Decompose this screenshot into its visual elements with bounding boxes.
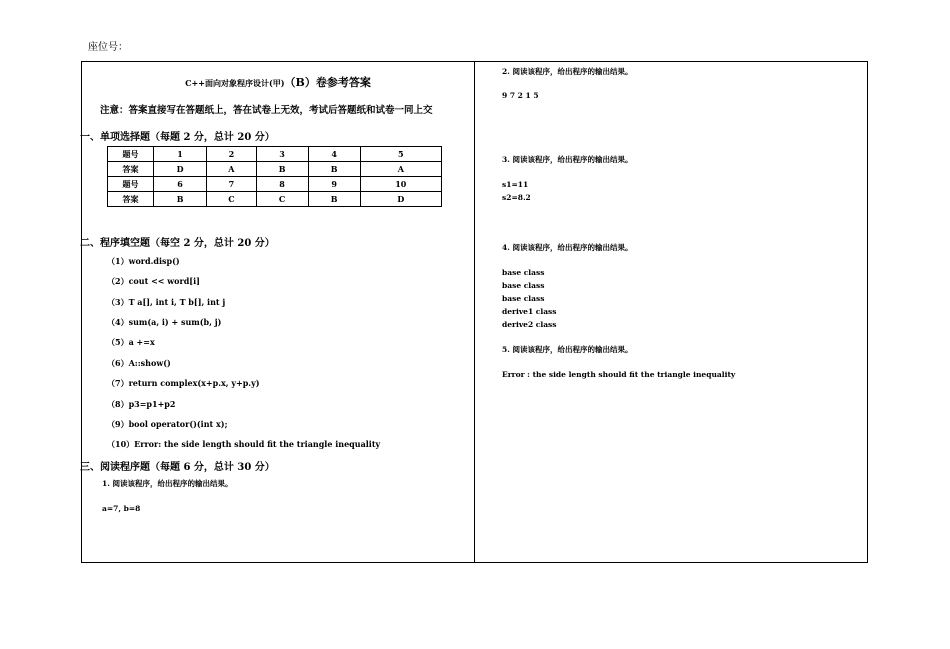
fill-answer-7: （7）return complex(x+p.x, y+p.y) bbox=[107, 378, 260, 388]
table-cell: B bbox=[154, 192, 207, 207]
table-cell: 答案 bbox=[108, 192, 154, 207]
table-cell: 1 bbox=[154, 147, 207, 162]
table-cell: 7 bbox=[207, 177, 256, 192]
seat-number-label: 座位号： bbox=[88, 42, 128, 53]
table-cell: D bbox=[154, 162, 207, 177]
table-row bbox=[108, 177, 442, 192]
table-cell: B bbox=[308, 192, 360, 207]
paper-label: （B）卷参考答案 bbox=[284, 76, 371, 89]
table-cell: B bbox=[308, 162, 360, 177]
fill-answer-6: （6）A::show() bbox=[107, 358, 171, 368]
reading-answer-4-line: base class bbox=[502, 281, 545, 290]
exam-title bbox=[82, 74, 474, 90]
reading-answer-4-line: base class bbox=[502, 268, 545, 277]
table-cell: D bbox=[360, 192, 441, 207]
section3-heading: 三、阅读程序题（每题 6 分，总计 30 分） bbox=[80, 462, 275, 473]
table-row bbox=[108, 192, 442, 207]
fill-answer-10: （10）Error: the side length should fit the triangle inequality bbox=[107, 439, 381, 449]
fill-answer-3: （3）T a[], int i, T b[], int j bbox=[107, 297, 226, 307]
table-cell: 5 bbox=[360, 147, 441, 162]
table-row bbox=[108, 162, 442, 177]
table-cell: 3 bbox=[256, 147, 308, 162]
section2-heading: 二、程序填空题（每空 2 分，总计 20 分） bbox=[80, 238, 275, 249]
reading-answer-2: 9 7 2 1 5 bbox=[502, 91, 539, 100]
column-divider bbox=[474, 62, 475, 562]
table-cell: 4 bbox=[308, 147, 360, 162]
table-cell: A bbox=[207, 162, 256, 177]
fill-answer-4: （4）sum(a, i) + sum(b, j) bbox=[107, 317, 222, 327]
reading-answer-4-line: derive1 class bbox=[502, 307, 557, 316]
reading-answer-1: a=7, b=8 bbox=[102, 504, 141, 513]
fill-answer-9: （9）bool operator()(int x); bbox=[107, 419, 228, 429]
table-cell: 6 bbox=[154, 177, 207, 192]
table-cell: 8 bbox=[256, 177, 308, 192]
fill-answer-8: （8）p3=p1+p2 bbox=[107, 399, 176, 409]
table-cell: A bbox=[360, 162, 441, 177]
section1-heading: 一、单项选择题（每题 2 分，总计 20 分） bbox=[80, 132, 275, 143]
choice-answer-table bbox=[107, 146, 442, 207]
reading-question-4: 4. 阅读该程序，给出程序的输出结果。 bbox=[502, 243, 633, 252]
table-cell: B bbox=[256, 162, 308, 177]
table-cell: C bbox=[207, 192, 256, 207]
course-name: C++面向对象程序设计(甲) bbox=[185, 78, 285, 88]
answer-sheet-frame bbox=[81, 61, 868, 563]
reading-answer-3-line: s1=11 bbox=[502, 180, 529, 189]
table-cell: 答案 bbox=[108, 162, 154, 177]
fill-answer-5: （5）a +=x bbox=[107, 337, 155, 347]
reading-question-1: 1. 阅读该程序，给出程序的输出结果。 bbox=[102, 479, 233, 488]
reading-answer-5: Error : the side length should fit the triangle inequality bbox=[502, 370, 736, 379]
table-cell: 2 bbox=[207, 147, 256, 162]
table-cell: 9 bbox=[308, 177, 360, 192]
fill-answer-2: （2）cout << word[i] bbox=[107, 276, 200, 286]
table-row bbox=[108, 147, 442, 162]
reading-question-3: 3. 阅读该程序，给出程序的输出结果。 bbox=[502, 155, 633, 164]
table-cell: 题号 bbox=[108, 147, 154, 162]
reading-answer-4-line: derive2 class bbox=[502, 320, 557, 329]
notice-text: 注意：答案直接写在答题纸上，答在试卷上无效，考试后答题纸和试卷一同上交 bbox=[100, 105, 433, 116]
table-cell: 题号 bbox=[108, 177, 154, 192]
reading-answer-4-line: base class bbox=[502, 294, 545, 303]
reading-answer-3-line: s2=8.2 bbox=[502, 193, 531, 202]
reading-question-5: 5. 阅读该程序，给出程序的输出结果。 bbox=[502, 345, 633, 354]
table-cell: 10 bbox=[360, 177, 441, 192]
reading-question-2: 2. 阅读该程序，给出程序的输出结果。 bbox=[502, 67, 633, 76]
fill-answer-1: （1）word.disp() bbox=[107, 256, 180, 266]
table-cell: C bbox=[256, 192, 308, 207]
